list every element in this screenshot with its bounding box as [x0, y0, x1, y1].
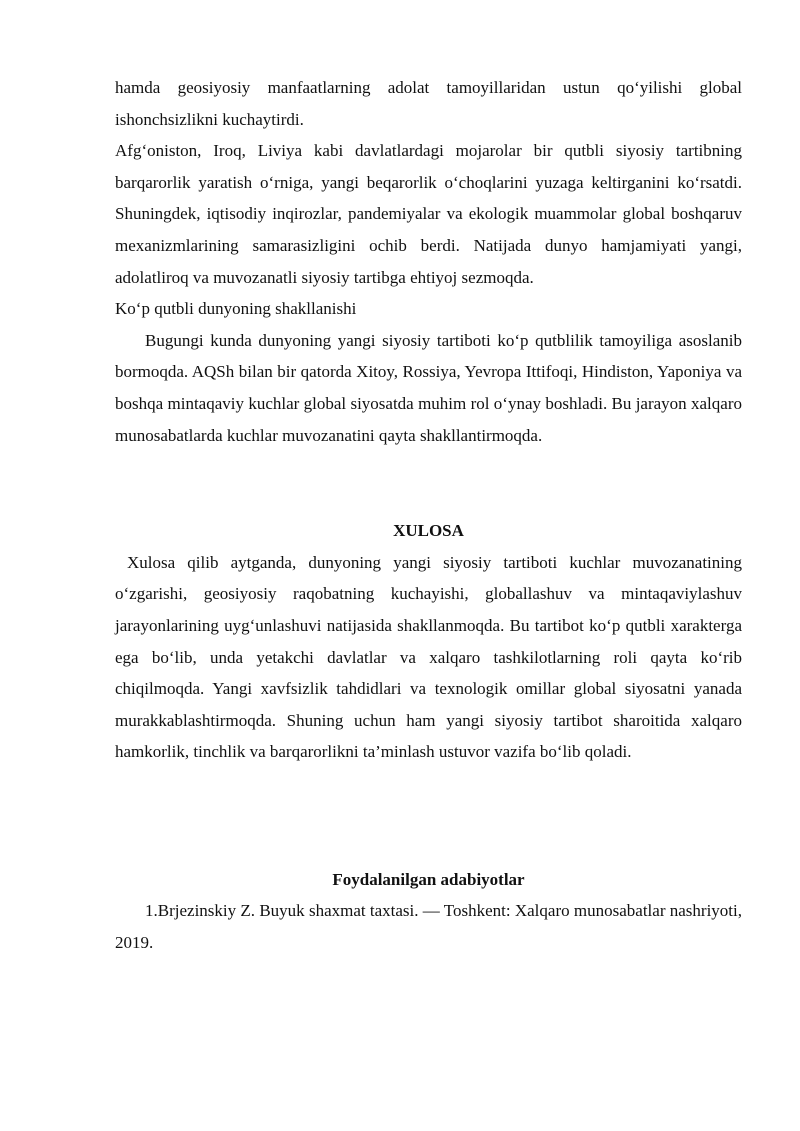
- references-heading: Foydalanilgan adabiyotlar: [332, 869, 525, 889]
- section-spacer: [115, 768, 742, 864]
- multipolar-paragraph: Bugungi kunda dunyoning yangi siyosiy tartiboti ko‘p qutblilik tamoyiliga asoslanib bormoqda. AQSh bilan bir qatorda Xitoy, Rossiya, Yevropa Ittifoqi, Hindiston, Yaponiya va boshqa mintaqaviy kuchlar global siyosatda muhim rol o‘ynay boshladi. Bu jarayon xalqaro munosabatlarda kuchlar muvozanatini qayta shakllantirmoqda.: [115, 330, 742, 445]
- conclusion-paragraph: Xulosa qilib aytganda, dunyoning yangi siyosiy tartiboti kuchlar muvozanatining o‘zgarishi, geosiyosiy raqobatning kuchayishi, globallashuv va mintaqaviylashuv jarayonlarining uyg‘unlashuvi natijasida shakllanmoqda. Bu tartibot ko‘p qutbli xarakterga ega bo‘lib, unda yetakchi davlatlar va xalqaro tashkilotlarning roli qayta ko‘rib chiqilmoqda. Yangi xavfsizlik tahdidlari va texnologik omillar global siyosatni yanada murakkablashtirmoqda. Shuning uchun ham yangi siyosiy tartibot sharoitida xalqaro hamkorlik, tinchlik va barqarorlikni ta’minlash ustuvor vazifa bo‘lib qoladi.: [115, 552, 742, 762]
- conclusion-heading: XULOSA: [393, 521, 464, 541]
- reference-item: 1.Brjezinskiy Z. Buyuk shaxmat taxtasi. — Toshkent: Xalqaro munosabatlar nashriyoti, 2019.: [115, 901, 742, 953]
- document-page: [115, 72, 742, 959]
- intro-paragraph: hamda geosiyosiy manfaatlarning adolat tamoyillaridan ustun qo‘yilishi global ishonchsizlikni kuchaytirdi.: [115, 78, 742, 129]
- multipolar-heading: Ko‘p qutbli dunyoning shakllanishi: [115, 299, 357, 319]
- section-spacer: [115, 451, 742, 515]
- crisis-paragraph: Afg‘oniston, Iroq, Liviya kabi davlatlardagi mojarolar bir qutbli siyosiy tartibning barqarorlik yaratish o‘rniga, yangi beqarorlik o‘choqlarini yuzaga keltirganini ko‘rsatdi. Shuningdek, iqtisodiy inqirozlar, pandemiyalar va ekologik muammolar global boshqaruv mexanizmlarining samarasizligini ochib berdi. Natijada dunyo hamjamiyati yangi, adolatliroq va muvozanatli siyosiy tartibga ehtiyoj sezmoqda.: [115, 141, 742, 287]
